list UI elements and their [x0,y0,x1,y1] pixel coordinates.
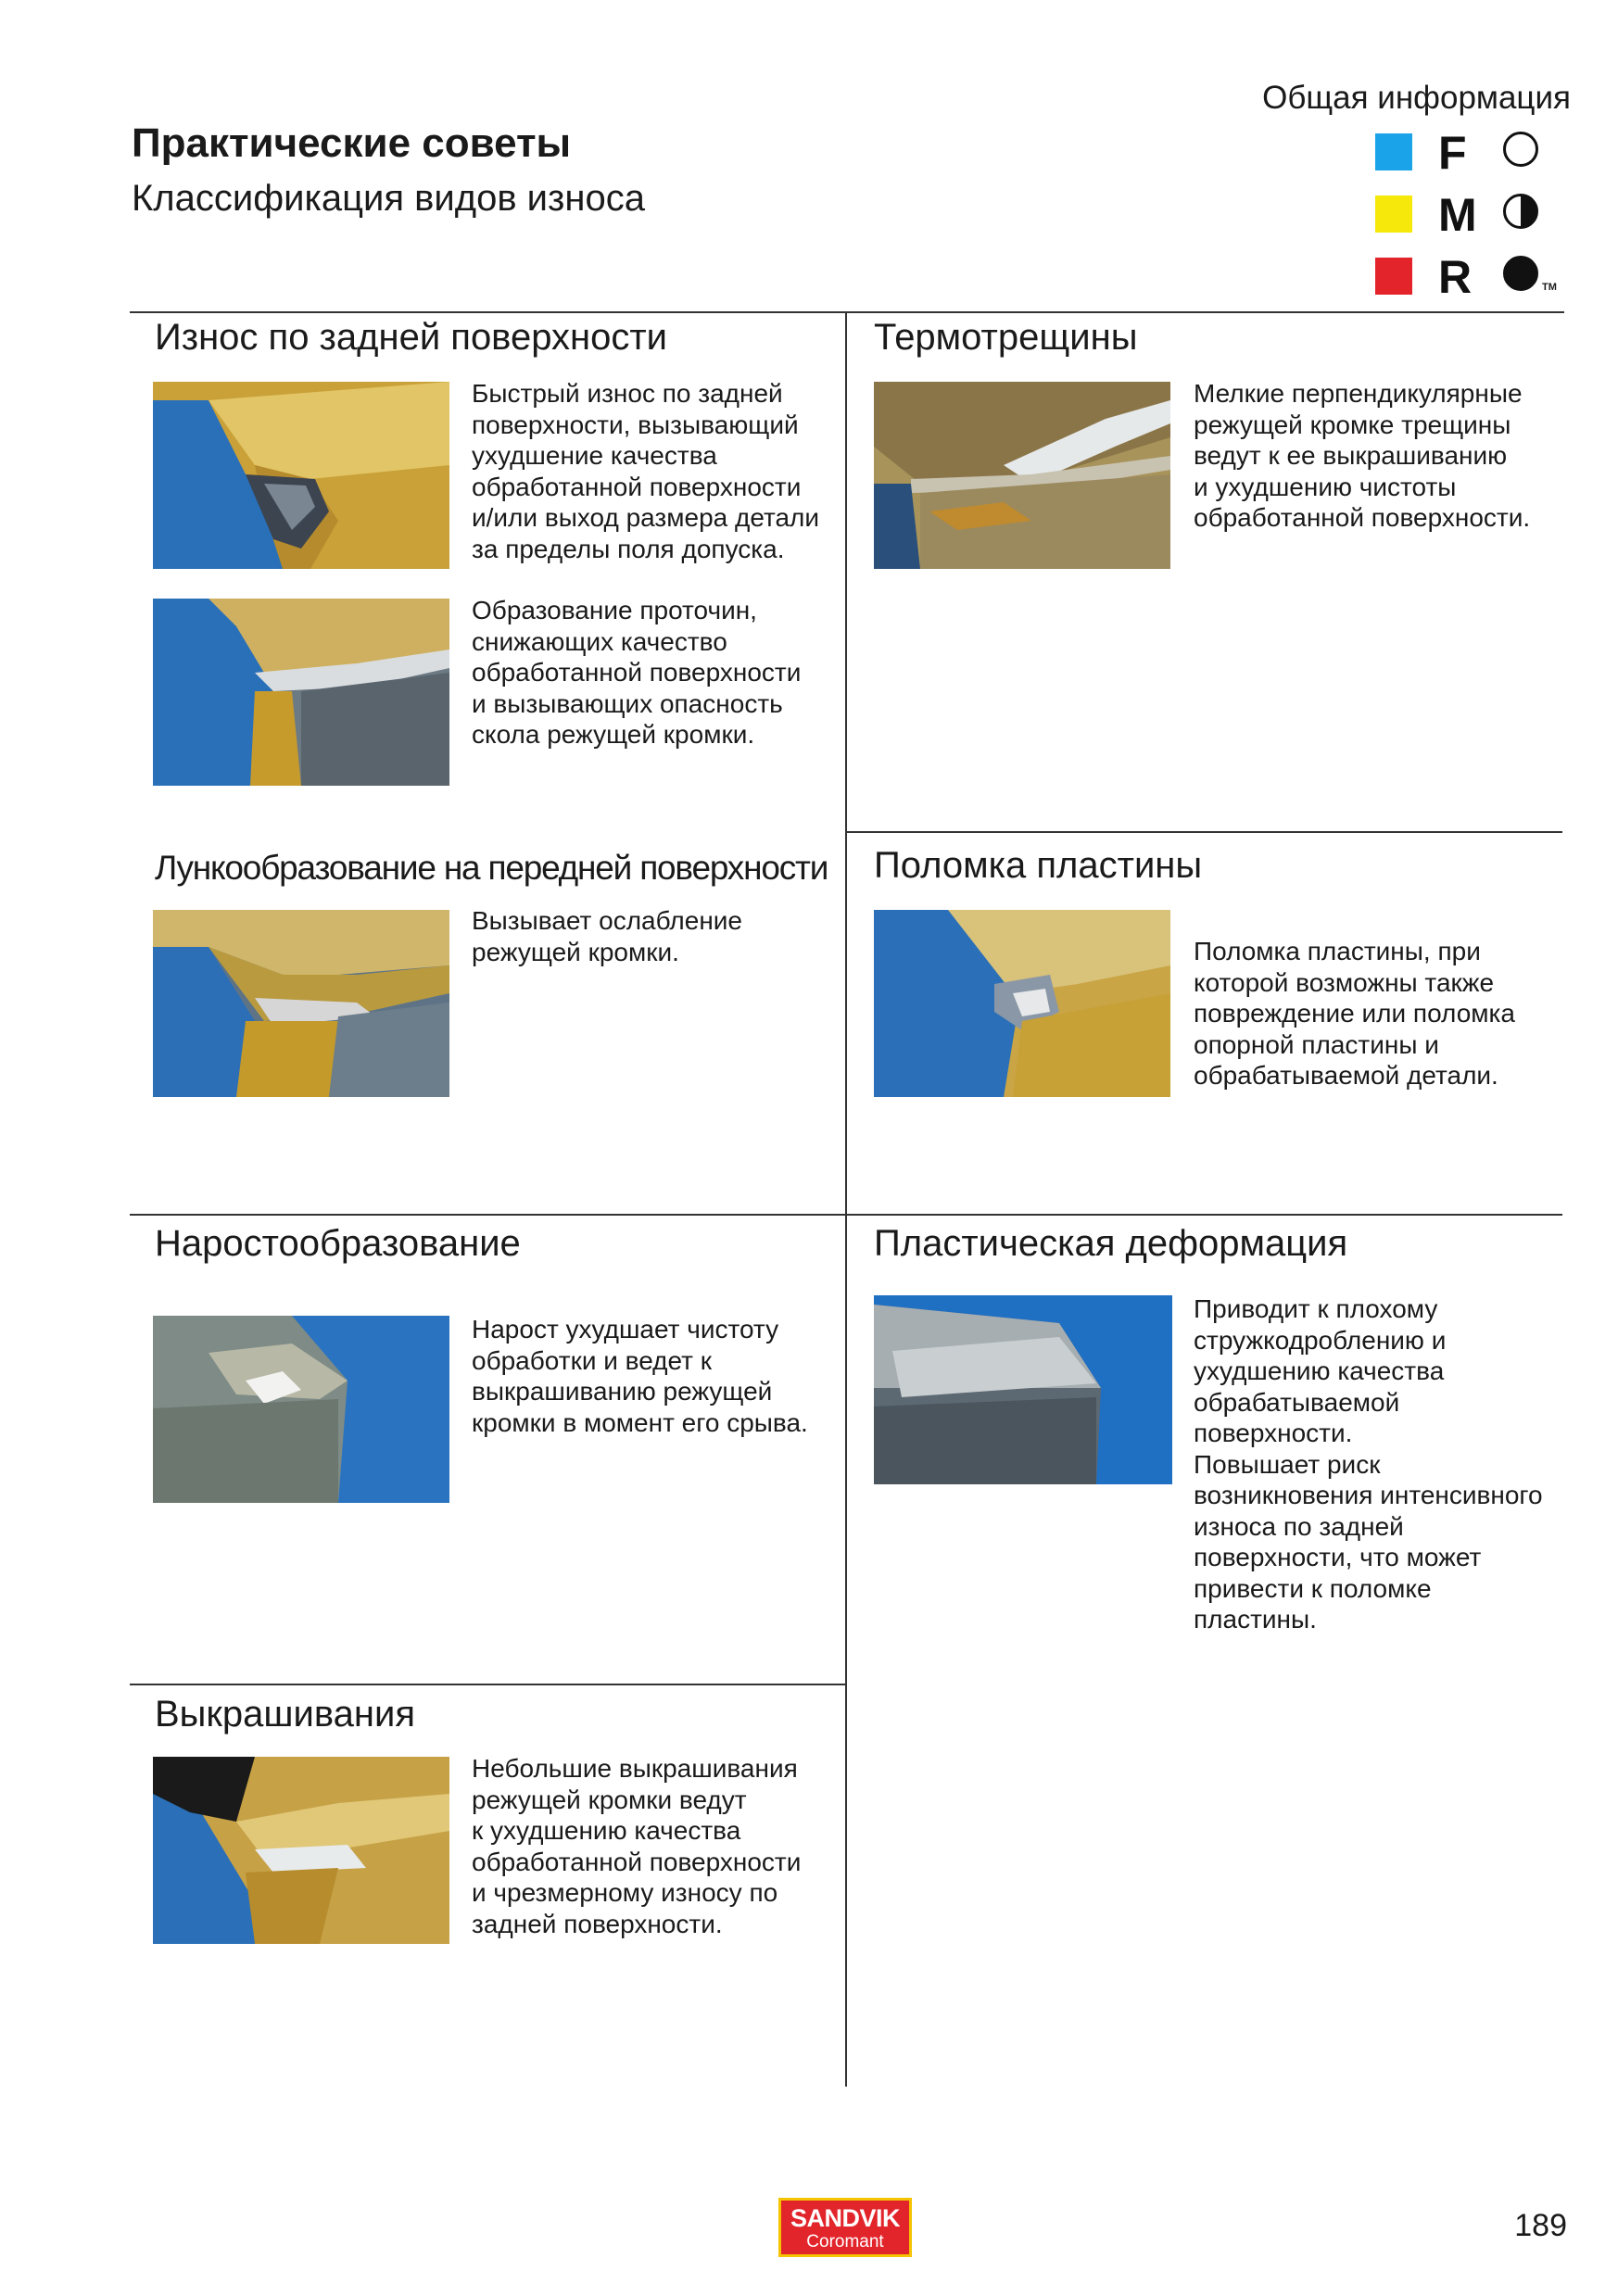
section-title-built-up-edge: Наростообразование [155,1223,521,1264]
legend-finishing [1375,127,1579,179]
page-title: Практические советы [132,120,572,166]
empty-circle-icon [1503,132,1538,167]
logo-top-text: SANDVIK [790,2204,900,2232]
built-up-edge-desc: Нарост ухудшает чистоту обработки и ведет к выкрашиванию режущей кромки в момент его срыва. [472,1315,808,1437]
page-number: 189 [1514,2208,1567,2243]
plastic-deformation-photo [874,1295,1172,1484]
crater-wear-photo [153,910,449,1097]
section-title-thermal-cracks: Термотрещины [874,317,1138,358]
section-title-chipping: Выкрашивания [155,1694,415,1735]
legend-letter: R [1438,251,1473,303]
sandvik-coromant-logo [778,2198,912,2257]
half-circle-icon [1503,194,1538,229]
divider-left-4 [130,1684,846,1685]
insert-breakage-photo [874,910,1170,1097]
insert-breakage-desc: Поломка пластины, при которой возможны также повреждение или поломка опорной пластины и обрабатываемой детали. [1194,937,1515,1090]
thermal-cracks-desc: Мелкие перпендикулярные режущей кромке трещины ведут к ее выкрашиванию и ухудшению чистоты обработанной поверхности. [1194,379,1531,532]
legend-roughing [1375,251,1579,303]
logo-bottom-text: Coromant [806,2232,884,2252]
thermal-cracks-photo [874,382,1170,569]
flank-wear-desc-2: Образование проточин, снижающих качество обработанной поверхности и вызывающих опасность скола режущей кромки. [472,596,802,749]
flank-wear-photo-1 [153,382,449,569]
trademark-mark: TM [1542,282,1557,293]
center-divider [845,311,847,2087]
plastic-deformation-desc: Приводит к плохому стружкодроблению и ухудшению качества обрабатываемой поверхности. Повышает риск возникновения интенсивного износа по задней поверхности, что может привести к поломке пластины. [1194,1294,1543,1634]
full-circle-icon [1503,256,1538,291]
legend-medium [1375,189,1579,241]
yellow-square-icon [1375,196,1412,233]
section-title-insert-breakage: Поломка пластины [874,845,1203,886]
general-info-label: Общая информация [1262,80,1571,116]
divider-row-3 [130,1214,1562,1216]
legend-letter: M [1438,189,1477,241]
top-divider [130,311,1564,313]
section-title-crater-wear: Лункообразование на передней поверхности [155,849,828,887]
flank-wear-desc-1: Быстрый износ по задней поверхности, вызывающий ухудшение качества обработанной поверхности и/или выход размера детали за пределы поля допуска. [472,379,820,563]
flank-wear-photo-2 [153,599,449,786]
section-title-flank-wear: Износ по задней поверхности [155,317,668,358]
chipping-desc: Небольшие выкрашивания режущей кромки ведут к ухудшению качества обработанной поверхности и чрезмерному износу по задней поверхности. [472,1754,802,1938]
crater-wear-desc: Вызывает ослабление режущей кромки. [472,906,742,966]
page-subtitle: Классификация видов износа [132,178,645,219]
chipping-photo [153,1757,449,1944]
red-square-icon [1375,258,1412,295]
legend-letter: F [1438,127,1467,179]
built-up-edge-photo [153,1316,449,1503]
divider-right-1 [845,831,1562,833]
section-title-plastic-deformation: Пластическая деформация [874,1223,1348,1264]
cyan-square-icon [1375,133,1412,170]
